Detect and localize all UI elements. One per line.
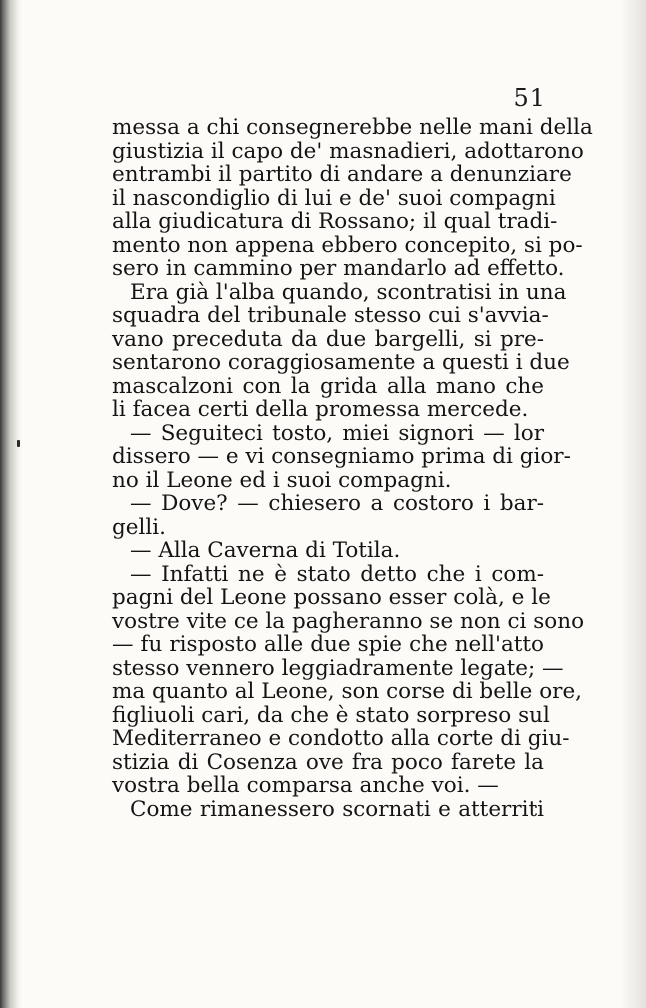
body-text [112,115,593,822]
text-line: no il Leone ed i suoi compagni. [112,467,452,493]
text-line: vano preceduta da due bargelli, si pre- [112,326,544,352]
text-line: li facea certi della promessa mercede. [112,397,529,422]
text-line: dissero — e vi consegniamo prima di gior- [112,444,571,469]
text-line: mento non appena ebbero concepito, si po- [112,232,583,258]
text-line: ma quanto al Leone, son corse di belle ore, [112,679,583,704]
text-line: messa a chi consegnerebbe nelle mani della [112,115,593,140]
text-line: pagni del Leone possano esser colà, e le [112,585,551,610]
text-line: — fu risposto alle due spie che nell'atto [112,632,544,657]
text-line: figliuoli cari, da che è stato sorpreso sul [112,702,550,728]
page-number: 51 [513,84,546,112]
page-edge-shadow [620,0,646,1008]
text-line: mascalzoni con la grida alla mano che [112,373,544,399]
text-line: vostra bella comparsa anche voi. — [112,773,499,798]
text-line: stesso vennero leggiadramente legate; — [112,655,564,681]
text-line: Era già l'alba quando, scontratisi in una [130,279,567,305]
ink-speck [17,440,20,447]
text-line: sentarono coraggiosamente a questi i due [112,350,570,375]
text-line: — Dove? — chiesero a costoro i bar- [130,491,544,516]
text-line: giustizia il capo de' masnadieri, adottarono [112,138,584,164]
text-line: sero in cammino per mandarlo ad effetto. [112,256,565,281]
spine-shadow [0,0,22,1008]
text-line: alla giudicatura di Rossano; il qual tradi- [112,209,558,234]
text-line: — Seguiteci tosto, miei signori — lor [130,420,544,446]
text-line: — Infatti ne è stato detto che i com- [130,561,544,587]
text-line: vostre vite ce la pagheranno se non ci sono [112,608,585,634]
text-line: entrambi il partito di andare a denunziare [112,162,572,187]
text-line: — Alla Caverna di Totila. [130,538,401,563]
text-line: il nascondiglio di lui e de' suoi compagni [112,185,556,211]
text-line: Come rimanessero scornati e atterriti [130,796,544,822]
text-line: gelli. [112,514,166,540]
text-line: Mediterraneo e condotto alla corte di giu- [112,726,570,751]
text-line: stizia di Cosenza ove fra poco farete la [112,749,544,775]
text-line: squadra del tribunale stesso cui s'avvia- [112,303,549,328]
